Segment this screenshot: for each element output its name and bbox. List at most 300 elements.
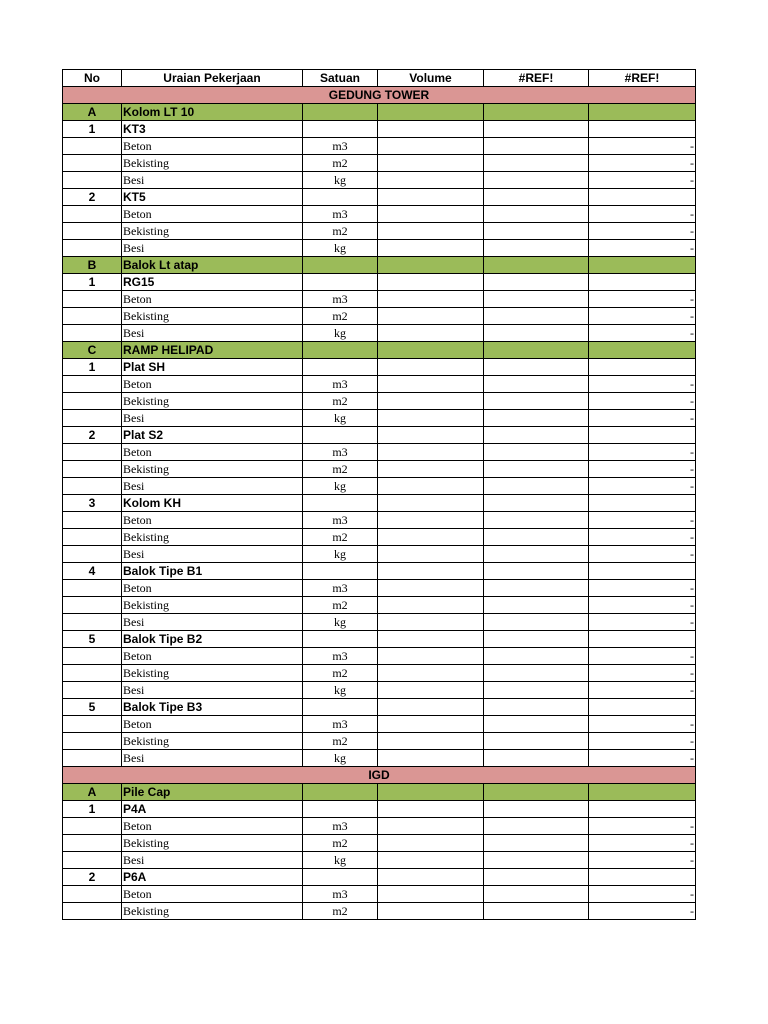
table-row bbox=[63, 376, 696, 393]
row-description: Bekisting bbox=[122, 903, 303, 920]
row-ref-1 bbox=[484, 631, 589, 648]
row-description: Bekisting bbox=[122, 393, 303, 410]
row-ref-1 bbox=[484, 257, 589, 274]
row-ref-1 bbox=[484, 597, 589, 614]
row-ref-2 bbox=[589, 784, 696, 801]
row-volume bbox=[378, 189, 484, 206]
row-description: P6A bbox=[122, 869, 303, 886]
row-ref-1 bbox=[484, 427, 589, 444]
row-volume bbox=[378, 903, 484, 920]
row-unit: kg bbox=[303, 546, 378, 563]
row-volume bbox=[378, 733, 484, 750]
table-row bbox=[63, 682, 696, 699]
row-ref-2: - bbox=[589, 716, 696, 733]
row-unit: m3 bbox=[303, 291, 378, 308]
subgroup-row bbox=[63, 869, 696, 886]
row-volume bbox=[378, 529, 484, 546]
row-unit bbox=[303, 801, 378, 818]
row-number bbox=[63, 903, 122, 920]
row-volume bbox=[378, 546, 484, 563]
table-row bbox=[63, 478, 696, 495]
row-ref-1 bbox=[484, 359, 589, 376]
work-items-table bbox=[62, 69, 696, 920]
row-unit bbox=[303, 342, 378, 359]
header-description: Uraian Pekerjaan bbox=[122, 70, 303, 87]
row-number bbox=[63, 733, 122, 750]
table-row bbox=[63, 733, 696, 750]
row-unit: m3 bbox=[303, 444, 378, 461]
row-number: 2 bbox=[63, 869, 122, 886]
row-number bbox=[63, 206, 122, 223]
row-unit: m3 bbox=[303, 512, 378, 529]
row-description: P4A bbox=[122, 801, 303, 818]
table-row bbox=[63, 529, 696, 546]
row-ref-1 bbox=[484, 104, 589, 121]
subgroup-row bbox=[63, 495, 696, 512]
row-description: Bekisting bbox=[122, 308, 303, 325]
row-ref-1 bbox=[484, 563, 589, 580]
row-description: Beton bbox=[122, 291, 303, 308]
row-unit: m2 bbox=[303, 223, 378, 240]
row-ref-1 bbox=[484, 699, 589, 716]
row-number: 2 bbox=[63, 427, 122, 444]
row-unit: m2 bbox=[303, 308, 378, 325]
row-description: Besi bbox=[122, 240, 303, 257]
row-volume bbox=[378, 359, 484, 376]
row-number bbox=[63, 835, 122, 852]
row-ref-2 bbox=[589, 427, 696, 444]
row-description: Beton bbox=[122, 138, 303, 155]
row-description: Beton bbox=[122, 886, 303, 903]
row-ref-2 bbox=[589, 274, 696, 291]
table-row bbox=[63, 648, 696, 665]
section-row bbox=[63, 87, 696, 104]
row-unit: kg bbox=[303, 410, 378, 427]
row-ref-2: - bbox=[589, 665, 696, 682]
table-row bbox=[63, 461, 696, 478]
row-number: 1 bbox=[63, 359, 122, 376]
row-ref-2 bbox=[589, 699, 696, 716]
row-description: Bekisting bbox=[122, 223, 303, 240]
row-volume bbox=[378, 427, 484, 444]
table-row bbox=[63, 291, 696, 308]
row-ref-2 bbox=[589, 631, 696, 648]
row-volume bbox=[378, 138, 484, 155]
row-number: 3 bbox=[63, 495, 122, 512]
row-number bbox=[63, 614, 122, 631]
row-number bbox=[63, 138, 122, 155]
row-volume bbox=[378, 325, 484, 342]
row-description: Besi bbox=[122, 325, 303, 342]
row-number bbox=[63, 648, 122, 665]
row-volume bbox=[378, 563, 484, 580]
section-title: GEDUNG TOWER bbox=[63, 87, 696, 104]
row-volume bbox=[378, 172, 484, 189]
row-description: Besi bbox=[122, 546, 303, 563]
header-row bbox=[63, 70, 696, 87]
row-description: Besi bbox=[122, 172, 303, 189]
row-unit bbox=[303, 427, 378, 444]
table-row bbox=[63, 546, 696, 563]
row-ref-2: - bbox=[589, 903, 696, 920]
row-volume bbox=[378, 665, 484, 682]
row-volume bbox=[378, 206, 484, 223]
row-unit: m2 bbox=[303, 529, 378, 546]
row-number bbox=[63, 308, 122, 325]
row-number: C bbox=[63, 342, 122, 359]
row-unit bbox=[303, 274, 378, 291]
row-description: RAMP HELIPAD bbox=[122, 342, 303, 359]
row-number bbox=[63, 665, 122, 682]
row-description: Besi bbox=[122, 614, 303, 631]
row-description: RG15 bbox=[122, 274, 303, 291]
table-row bbox=[63, 818, 696, 835]
row-description: Pile Cap bbox=[122, 784, 303, 801]
row-volume bbox=[378, 835, 484, 852]
row-unit: kg bbox=[303, 240, 378, 257]
row-ref-2: - bbox=[589, 750, 696, 767]
row-volume bbox=[378, 648, 484, 665]
row-volume bbox=[378, 597, 484, 614]
group-row bbox=[63, 104, 696, 121]
table-row bbox=[63, 410, 696, 427]
table-row bbox=[63, 614, 696, 631]
row-ref-2: - bbox=[589, 852, 696, 869]
row-number bbox=[63, 886, 122, 903]
row-unit: m2 bbox=[303, 461, 378, 478]
row-volume bbox=[378, 750, 484, 767]
row-description: Bekisting bbox=[122, 733, 303, 750]
row-number bbox=[63, 410, 122, 427]
table-row bbox=[63, 903, 696, 920]
row-ref-1 bbox=[484, 393, 589, 410]
row-unit bbox=[303, 189, 378, 206]
row-ref-2 bbox=[589, 121, 696, 138]
group-row bbox=[63, 257, 696, 274]
row-number bbox=[63, 580, 122, 597]
row-ref-1 bbox=[484, 223, 589, 240]
row-description: Balok Tipe B1 bbox=[122, 563, 303, 580]
row-ref-1 bbox=[484, 733, 589, 750]
row-description: Besi bbox=[122, 750, 303, 767]
table-row bbox=[63, 750, 696, 767]
row-number bbox=[63, 546, 122, 563]
row-description: Balok Tipe B2 bbox=[122, 631, 303, 648]
row-volume bbox=[378, 104, 484, 121]
row-description: Bekisting bbox=[122, 665, 303, 682]
row-ref-1 bbox=[484, 495, 589, 512]
row-volume bbox=[378, 444, 484, 461]
row-description: Kolom LT 10 bbox=[122, 104, 303, 121]
row-ref-2: - bbox=[589, 478, 696, 495]
row-number bbox=[63, 291, 122, 308]
row-description: Bekisting bbox=[122, 529, 303, 546]
row-ref-2: - bbox=[589, 308, 696, 325]
table-row bbox=[63, 852, 696, 869]
group-row bbox=[63, 784, 696, 801]
row-ref-2: - bbox=[589, 155, 696, 172]
subgroup-row bbox=[63, 563, 696, 580]
row-ref-1 bbox=[484, 376, 589, 393]
row-ref-2: - bbox=[589, 461, 696, 478]
section-title: IGD bbox=[63, 767, 696, 784]
row-volume bbox=[378, 393, 484, 410]
row-volume bbox=[378, 699, 484, 716]
row-ref-2: - bbox=[589, 376, 696, 393]
row-volume bbox=[378, 376, 484, 393]
row-unit: kg bbox=[303, 682, 378, 699]
row-unit: m3 bbox=[303, 648, 378, 665]
row-ref-1 bbox=[484, 648, 589, 665]
row-unit: m3 bbox=[303, 376, 378, 393]
row-description: Beton bbox=[122, 376, 303, 393]
row-ref-1 bbox=[484, 614, 589, 631]
row-number bbox=[63, 155, 122, 172]
row-ref-1 bbox=[484, 291, 589, 308]
row-unit: m3 bbox=[303, 716, 378, 733]
table-row bbox=[63, 716, 696, 733]
row-description: Besi bbox=[122, 410, 303, 427]
row-description: Beton bbox=[122, 206, 303, 223]
row-volume bbox=[378, 274, 484, 291]
row-number bbox=[63, 682, 122, 699]
row-ref-1 bbox=[484, 716, 589, 733]
row-volume bbox=[378, 852, 484, 869]
row-ref-1 bbox=[484, 121, 589, 138]
row-volume bbox=[378, 886, 484, 903]
row-volume bbox=[378, 716, 484, 733]
row-ref-1 bbox=[484, 274, 589, 291]
row-description: Besi bbox=[122, 478, 303, 495]
row-ref-2: - bbox=[589, 648, 696, 665]
row-description: Bekisting bbox=[122, 835, 303, 852]
row-description: Beton bbox=[122, 716, 303, 733]
row-unit bbox=[303, 359, 378, 376]
row-volume bbox=[378, 478, 484, 495]
row-ref-1 bbox=[484, 750, 589, 767]
row-ref-2: - bbox=[589, 886, 696, 903]
header-unit: Satuan bbox=[303, 70, 378, 87]
row-number bbox=[63, 512, 122, 529]
row-ref-2: - bbox=[589, 172, 696, 189]
row-ref-2: - bbox=[589, 393, 696, 410]
row-description: Kolom KH bbox=[122, 495, 303, 512]
row-number bbox=[63, 223, 122, 240]
row-ref-1 bbox=[484, 410, 589, 427]
row-ref-2 bbox=[589, 104, 696, 121]
table-row bbox=[63, 206, 696, 223]
row-unit: m2 bbox=[303, 393, 378, 410]
row-number bbox=[63, 325, 122, 342]
row-ref-1 bbox=[484, 155, 589, 172]
row-ref-1 bbox=[484, 512, 589, 529]
row-volume bbox=[378, 155, 484, 172]
row-number bbox=[63, 461, 122, 478]
row-number bbox=[63, 478, 122, 495]
row-ref-1 bbox=[484, 172, 589, 189]
row-description: Besi bbox=[122, 852, 303, 869]
row-ref-2: - bbox=[589, 444, 696, 461]
row-description: Plat SH bbox=[122, 359, 303, 376]
row-volume bbox=[378, 240, 484, 257]
row-description: Bekisting bbox=[122, 155, 303, 172]
row-unit bbox=[303, 631, 378, 648]
row-unit bbox=[303, 869, 378, 886]
row-ref-1 bbox=[484, 869, 589, 886]
row-volume bbox=[378, 682, 484, 699]
subgroup-row bbox=[63, 699, 696, 716]
row-ref-1 bbox=[484, 784, 589, 801]
row-ref-2: - bbox=[589, 597, 696, 614]
row-unit: kg bbox=[303, 325, 378, 342]
row-ref-2 bbox=[589, 257, 696, 274]
row-number: 2 bbox=[63, 189, 122, 206]
row-ref-1 bbox=[484, 478, 589, 495]
row-unit: m2 bbox=[303, 597, 378, 614]
header-ref-1: #REF! bbox=[484, 70, 589, 87]
table-row bbox=[63, 444, 696, 461]
row-description: KT3 bbox=[122, 121, 303, 138]
row-number bbox=[63, 597, 122, 614]
table-row bbox=[63, 835, 696, 852]
row-unit: m2 bbox=[303, 903, 378, 920]
row-unit: kg bbox=[303, 614, 378, 631]
row-unit bbox=[303, 563, 378, 580]
row-volume bbox=[378, 869, 484, 886]
row-ref-1 bbox=[484, 342, 589, 359]
row-volume bbox=[378, 308, 484, 325]
row-number: A bbox=[63, 104, 122, 121]
row-description: Beton bbox=[122, 444, 303, 461]
row-number: 1 bbox=[63, 801, 122, 818]
row-ref-1 bbox=[484, 665, 589, 682]
row-ref-2: - bbox=[589, 818, 696, 835]
row-unit: m2 bbox=[303, 665, 378, 682]
row-unit: m3 bbox=[303, 206, 378, 223]
row-description: Besi bbox=[122, 682, 303, 699]
row-unit: m3 bbox=[303, 818, 378, 835]
row-ref-1 bbox=[484, 818, 589, 835]
table-row bbox=[63, 325, 696, 342]
row-ref-2 bbox=[589, 359, 696, 376]
row-ref-2: - bbox=[589, 512, 696, 529]
subgroup-row bbox=[63, 121, 696, 138]
row-ref-2: - bbox=[589, 546, 696, 563]
row-description: Bekisting bbox=[122, 461, 303, 478]
table-row bbox=[63, 665, 696, 682]
row-unit bbox=[303, 104, 378, 121]
row-ref-1 bbox=[484, 240, 589, 257]
table-row bbox=[63, 597, 696, 614]
row-unit: m3 bbox=[303, 138, 378, 155]
row-volume bbox=[378, 614, 484, 631]
header-volume: Volume bbox=[378, 70, 484, 87]
row-number: 4 bbox=[63, 563, 122, 580]
row-ref-2: - bbox=[589, 529, 696, 546]
table-row bbox=[63, 155, 696, 172]
row-ref-2 bbox=[589, 869, 696, 886]
row-number: 5 bbox=[63, 631, 122, 648]
row-unit bbox=[303, 784, 378, 801]
row-description: Beton bbox=[122, 818, 303, 835]
row-unit: m3 bbox=[303, 886, 378, 903]
row-number bbox=[63, 376, 122, 393]
table-row bbox=[63, 393, 696, 410]
row-ref-1 bbox=[484, 835, 589, 852]
row-unit bbox=[303, 257, 378, 274]
table-row bbox=[63, 172, 696, 189]
row-unit bbox=[303, 121, 378, 138]
row-ref-1 bbox=[484, 801, 589, 818]
row-unit bbox=[303, 699, 378, 716]
row-volume bbox=[378, 121, 484, 138]
row-ref-2: - bbox=[589, 240, 696, 257]
row-number: 1 bbox=[63, 274, 122, 291]
row-volume bbox=[378, 223, 484, 240]
row-unit bbox=[303, 495, 378, 512]
row-ref-1 bbox=[484, 886, 589, 903]
row-number: 5 bbox=[63, 699, 122, 716]
row-ref-1 bbox=[484, 138, 589, 155]
row-ref-2 bbox=[589, 801, 696, 818]
row-ref-1 bbox=[484, 206, 589, 223]
row-ref-2: - bbox=[589, 138, 696, 155]
table-row bbox=[63, 240, 696, 257]
row-volume bbox=[378, 342, 484, 359]
row-volume bbox=[378, 410, 484, 427]
row-unit: kg bbox=[303, 172, 378, 189]
row-volume bbox=[378, 291, 484, 308]
row-ref-1 bbox=[484, 903, 589, 920]
row-number: A bbox=[63, 784, 122, 801]
table-row bbox=[63, 138, 696, 155]
row-number bbox=[63, 852, 122, 869]
row-ref-2: - bbox=[589, 291, 696, 308]
row-ref-2: - bbox=[589, 733, 696, 750]
row-ref-2 bbox=[589, 189, 696, 206]
row-number: 1 bbox=[63, 121, 122, 138]
row-number bbox=[63, 529, 122, 546]
subgroup-row bbox=[63, 801, 696, 818]
row-ref-2: - bbox=[589, 682, 696, 699]
row-ref-1 bbox=[484, 529, 589, 546]
row-volume bbox=[378, 580, 484, 597]
row-volume bbox=[378, 257, 484, 274]
row-description: Beton bbox=[122, 512, 303, 529]
row-description: Beton bbox=[122, 648, 303, 665]
header-ref-2: #REF! bbox=[589, 70, 696, 87]
table-body bbox=[63, 87, 696, 920]
row-unit: kg bbox=[303, 750, 378, 767]
row-ref-1 bbox=[484, 461, 589, 478]
table-row bbox=[63, 308, 696, 325]
row-description: Plat S2 bbox=[122, 427, 303, 444]
row-ref-2: - bbox=[589, 223, 696, 240]
row-unit: m2 bbox=[303, 835, 378, 852]
table-row bbox=[63, 886, 696, 903]
row-ref-1 bbox=[484, 444, 589, 461]
row-volume bbox=[378, 784, 484, 801]
row-description: Balok Tipe B3 bbox=[122, 699, 303, 716]
row-description: Bekisting bbox=[122, 597, 303, 614]
row-description: Balok Lt atap bbox=[122, 257, 303, 274]
row-ref-2: - bbox=[589, 410, 696, 427]
row-unit: m2 bbox=[303, 733, 378, 750]
section-row bbox=[63, 767, 696, 784]
table-row bbox=[63, 223, 696, 240]
row-unit: kg bbox=[303, 478, 378, 495]
row-ref-2: - bbox=[589, 325, 696, 342]
